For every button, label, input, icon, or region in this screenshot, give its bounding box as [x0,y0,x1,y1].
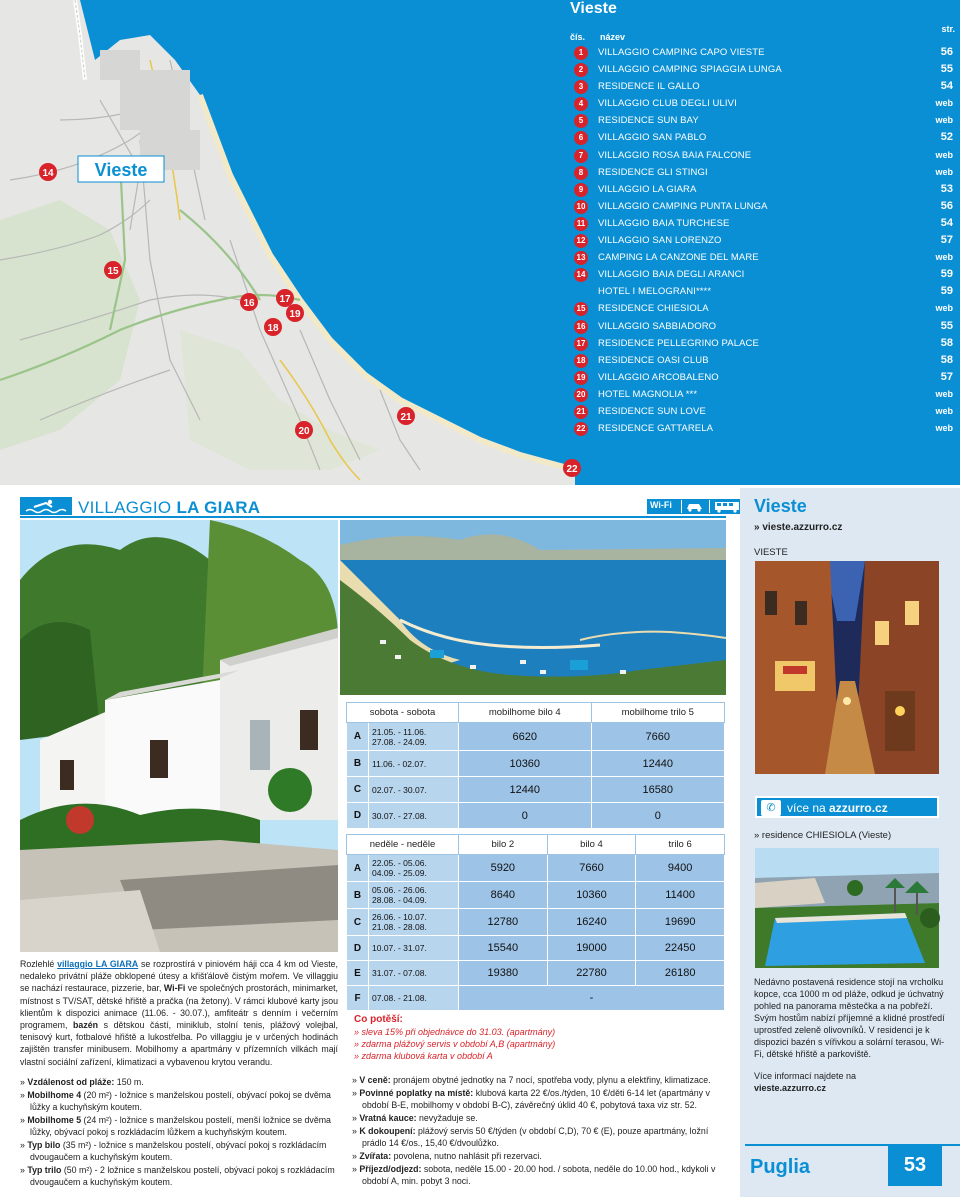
dates-cell [369,803,459,829]
more-info-button[interactable]: ✆ více na azzurro.cz [755,796,939,818]
list-item-name: HOTEL MAGNOLIA *** [598,388,698,400]
list-item-name: RESIDENCE OASI CLUB [598,354,709,366]
accommodation-list [565,0,960,485]
season-cell: B [347,882,369,909]
list-item-page: 56 [940,199,953,212]
list-item-number: 3 [574,80,588,94]
list-item-number: 8 [574,166,588,180]
special-offers-title: Co potěší: [354,1014,403,1025]
list-item-number: 2 [574,63,588,77]
list-item-name: RESIDENCE GATTARELA [598,423,714,435]
map-marker-16: 16 [243,298,255,309]
list-item [570,283,955,300]
table-header-cell: bilo 4 [547,835,636,855]
bus-icon [709,500,739,513]
terms-item: » V ceně: pronájem obytné jednotky na 7 nocí, spotřeba vody, plynu a elektřiny, klimatizace. [352,1075,711,1085]
dates-cell [369,723,459,751]
list-item [570,215,955,232]
list-item-name: VILLAGGIO SAN PABLO [598,132,707,144]
list-item-name: RESIDENCE SUN LOVE [598,405,706,417]
swim-icon [20,497,72,515]
price-table-2-header [347,835,725,855]
dates-cell [369,882,459,909]
price-table-1-header [347,703,725,723]
season-cell: C [347,777,369,803]
price-cell: 16580 [591,777,724,803]
list-item-page: 57 [940,234,953,247]
dates-cell [369,961,459,986]
amenity-badges [647,499,744,514]
price-cell: 0 [591,803,724,829]
date-range: 30.07. - 27.08. [372,810,427,821]
list-item [570,78,955,95]
price-cell: 10360 [459,751,592,777]
feature-item: » Mobilhome 5 (24 m²) - ložnice s manželskou postelí, menší ložnice se dvěma lůžky, obývací pokoj s rozkládacím lůžkem a kuchyňským koutem. [20,1115,331,1137]
date-range: 22.05. - 05.06. [372,858,427,868]
table-row [347,986,725,1011]
list-item-name: RESIDENCE CHIESIOLA [598,303,709,315]
section-header [20,496,726,518]
list-title: Vieste [570,0,617,17]
sidebar-title: Vieste [754,496,807,516]
date-range: 31.07. - 07.08. [372,968,427,978]
date-range: 07.08. - 21.08. [372,993,427,1003]
table-row [347,936,725,961]
list-item-number: 13 [574,251,588,265]
terms-item: » K dokoupení: plážový servis 50 €/týden (v období C,D), 70 € (E), pouze apartmány, ložní prádlo 14 €/os., 15,40 €/dvoulůžko. [352,1126,709,1148]
sidebar-region: VIESTE [754,547,788,558]
list-item-name: VILLAGGIO CAMPING PUNTA LUNGA [598,200,768,212]
list-item-number: 7 [574,149,588,163]
feature-item: » Vzdálenost od pláže: 150 m. [20,1077,144,1087]
list-rows [570,44,955,437]
col-number-header: čís. [570,32,586,42]
price-table-sunday [346,834,725,1011]
season-cell: C [347,909,369,936]
list-item-number: 6 [574,131,588,145]
map-marker-15: 15 [107,266,119,277]
list-item-number: 9 [574,183,588,197]
date-range: 02.07. - 30.07. [372,784,427,795]
list-item-number: 15 [574,302,588,316]
residence-reference: » residence CHIESIOLA (Vieste) [754,830,892,841]
dates-cell [369,986,459,1011]
offer-item: » zdarma plážový servis v období A,B (apartmány) [354,1039,556,1049]
table-header-cell: trilo 6 [636,835,725,855]
list-item [570,420,955,437]
features-list [20,1076,340,1189]
map-marker-21: 21 [400,412,412,423]
list-item-name: VILLAGGIO LA GIARA [598,183,697,195]
list-item [570,403,955,420]
list-item-number: 12 [574,234,588,248]
date-range: 10.07. - 31.07. [372,943,427,953]
feature-item: » Typ trilo (50 m²) - 2 ložnice s manželskou postelí, obývací pokoj s rozkládacím dvougaučem a kuchyňským koutem. [20,1165,335,1187]
price-cell: 7660 [591,723,724,751]
list-item-page: 56 [940,46,953,58]
list-item-page: web [935,423,953,434]
list-item-page: 57 [940,370,953,383]
date-range: 21.05. - 11.06. [372,726,427,737]
terms-list [352,1074,724,1188]
table-header-cell: bilo 2 [459,835,548,855]
list-header [570,24,955,42]
list-item-page: web [935,115,953,126]
list-item-name: VILLAGGIO SABBIADORO [598,320,717,332]
list-item-page: 55 [940,319,953,332]
list-item-page: 58 [940,336,953,349]
offer-item: » zdarma klubová karta v období A [354,1051,493,1061]
list-item-number: 14 [574,268,588,282]
list-item [570,95,955,112]
sidebar [740,488,960,1197]
list-item [570,129,955,146]
price-cell: 12440 [459,777,592,803]
feature-item: » Typ bilo (35 m²) - ložnice s manželskou postelí, obývací pokoj s rozkládacím dvougaučem a kuchyňským koutem. [20,1140,327,1162]
footer-region: Puglia [750,1156,811,1178]
list-item [570,198,955,215]
villaggio-link[interactable]: villaggio LA GIARA [57,959,139,969]
list-item-name: VILLAGGIO BAIA DEGLI ARANCI [598,269,745,281]
section-title: VILLAGGIO LA GIARA [78,498,261,517]
terms-item: » Zvířata: povolena, nutno nahlásit při rezervaci. [352,1151,542,1161]
list-item [570,352,955,369]
price-cell: 9400 [636,855,725,882]
list-item-number: 18 [574,354,588,368]
list-item-name: RESIDENCE SUN BAY [598,115,699,127]
price-cell: 6620 [459,723,592,751]
table-row [347,882,725,909]
list-item-number: 17 [574,337,588,351]
price-cell: 12440 [591,751,724,777]
list-item [570,112,955,129]
old-town-street-photo [755,561,939,774]
list-item-name: VILLAGGIO ARCOBALENO [598,371,719,383]
date-range: 21.08. - 28.08. [372,922,427,932]
list-item-name: VILLAGGIO CAMPING CAPO VIESTE [598,47,765,58]
price-cell: 22450 [636,936,725,961]
map-town-label: Vieste [94,160,148,180]
page-footer [745,1144,960,1188]
price-cell: 0 [459,803,592,829]
date-range: 27.08. - 24.09. [372,736,427,747]
list-item-name: CAMPING LA CANZONE DEL MARE [598,252,759,264]
table-row [347,777,725,803]
list-item [570,164,955,181]
list-item-page: web [935,405,953,416]
table-row [347,855,725,882]
villaggio-photo [20,520,338,952]
price-cell: 12780 [459,909,548,936]
price-cell: 19690 [636,909,725,936]
season-cell: D [347,936,369,961]
list-item-page: web [935,388,953,399]
feature-item: » Mobilhome 4 (20 m²) - ložnice s manželskou postelí, obývací pokoj se dvěma lůžky a kuchyňským koutem. [20,1090,331,1112]
list-item [570,318,955,335]
list-item-page: 59 [940,285,953,298]
phone-icon: ✆ [761,800,781,816]
list-item-number: 4 [574,97,588,111]
list-item-name: VILLAGGIO CLUB DEGLI ULIVI [598,98,737,110]
list-item-name: RESIDENCE PELLEGRINO PALACE [598,337,759,349]
list-item-page: 54 [940,80,953,93]
list-item-number: 1 [574,46,588,60]
list-item-name: RESIDENCE GLI STINGI [598,166,708,178]
dates-cell [369,936,459,961]
dates-cell [369,777,459,803]
price-cell: 7660 [547,855,636,882]
dates-cell [369,751,459,777]
list-item-number: 5 [574,114,588,128]
more-info-link[interactable]: vieste.azzurro.cz [754,1083,827,1093]
price-cell: 5920 [459,855,548,882]
list-item [570,61,955,78]
table-row [347,751,725,777]
price-cell: 22780 [547,961,636,986]
list-item-page: web [935,98,953,109]
sidebar-web-link[interactable]: » vieste.azzurro.cz [754,522,843,533]
price-cell: 15540 [459,936,548,961]
list-item [570,181,955,198]
list-item-name: VILLAGGIO BAIA TURCHESE [598,217,730,229]
terms-item: » Vratná kauce: nevyžaduje se. [352,1113,478,1123]
map-marker-19: 19 [289,309,301,320]
map-marker-18: 18 [267,323,279,334]
list-item-number: 20 [574,388,588,402]
list-item-name: VILLAGGIO ROSA BAIA FALCONE [598,149,752,161]
residence-pool-photo [755,848,939,968]
map-marker-14: 14 [42,168,54,179]
price-cell: 11400 [636,882,725,909]
price-cell: 19380 [459,961,548,986]
terms-item: » Povinné poplatky na místě: klubová karta 22 €/os./týden, 10 €/děti 6-14 let (apartmány v období B-E, mobilhomy v období B-C), závěrečný úklid 40 €, pobytová taxa viz str. 52. [352,1088,710,1110]
season-cell: F [347,986,369,1011]
dates-cell [369,855,459,882]
price-cell: 16240 [547,909,636,936]
price-cell: 10360 [547,882,636,909]
list-item-page: 52 [940,131,953,144]
list-item-page: web [935,303,953,314]
map-marker-20: 20 [298,426,310,437]
list-item-name: VILLAGGIO CAMPING SPIAGGIA LUNGA [598,64,782,76]
date-range: 11.06. - 02.07. [372,758,427,769]
season-cell: A [347,855,369,882]
price-cell: - [459,986,725,1011]
page-number: 53 [888,1144,942,1186]
table-header-cell: neděle - neděle [347,835,459,855]
map-marker-17: 17 [279,294,291,305]
table-header-cell: mobilhome trilo 5 [591,703,724,723]
season-cell: D [347,803,369,829]
list-item-page: 55 [940,63,953,76]
date-range: 04.09. - 25.09. [372,868,427,878]
date-range: 05.06. - 26.06. [372,885,427,895]
map-banner [0,0,960,485]
list-item-page: 54 [940,216,953,229]
table-row [347,803,725,829]
list-item-number: 16 [574,320,588,334]
season-cell: E [347,961,369,986]
section-icon [20,497,72,515]
offer-item: » sleva 15% při objednávce do 31.03. (apartmány) [354,1027,556,1037]
table-row [347,961,725,986]
list-item-page: web [935,252,953,263]
list-item-name: RESIDENCE IL GALLO [598,81,700,93]
list-item [570,249,955,266]
list-item [570,44,955,61]
date-range: 28.08. - 04.09. [372,895,427,905]
season-cell: B [347,751,369,777]
list-item-number: 19 [574,371,588,385]
list-item-name: VILLAGGIO SAN LORENZO [598,235,722,247]
price-cell: 19000 [547,936,636,961]
terms-item: » Příjezd/odjezd: sobota, neděle 15.00 - 20.00 hod. / sobota, neděle do 10.00 hod., kdykoli v období A, min. pobyt 3 noci. [352,1164,716,1186]
list-item [570,386,955,403]
map-marker-22: 22 [566,464,578,475]
price-cell: 8640 [459,882,548,909]
date-range: 26.06. - 10.07. [372,912,427,922]
price-table-saturday [346,702,725,829]
list-item-name: HOTEL I MELOGRANI**** [598,286,712,298]
list-item-number: 21 [574,405,588,419]
table-header-cell: sobota - sobota [347,703,459,723]
list-item-number: 10 [574,200,588,214]
special-offers [354,1014,555,1062]
list-item-page: web [935,149,953,160]
col-page-header: str. [941,24,955,34]
more-info-text: Více informací najdete na vieste.azzurro.cz [754,1071,857,1093]
wifi-badge: Wi-Fi [650,500,672,510]
list-item-number: 22 [574,422,588,436]
table-row [347,723,725,751]
table-header-cell: mobilhome bilo 4 [459,703,592,723]
list-item [570,300,955,317]
list-item [570,266,955,283]
col-name-header: název [600,32,626,42]
list-item [570,335,955,352]
list-item-page: web [935,166,953,177]
dates-cell [369,909,459,936]
season-cell: A [347,723,369,751]
description: Rozlehlé villaggio LA GIARA se rozprostírá v piniovém háji cca 4 km od Vieste, nedaleko privátní pláže obklopené útesy a křišťálově čistým mořem. Ve villaggiu se nachází restaurace, pizzerie, bar, Wi-Fi ve společných prostorách, minimarket, místnost s TV/SAT, dětské hřiště a pračka (na žetony). V rámci klubové karty jsou klientům k dispozici animace (11.06. - 30.07.), amfiteátr s denním i večerním programem, bazén s dětskou částí, miniklub, stolní tenis, plážový volejbal, tenisový kurt, fotbalové hřiště a lukostřelba. Po villaggiu je v určených hodinách zajištěn transfer minibusem. Mobilhomy a apartmány v přízemních vilkách mají vlastní sociální zařízení, klimatizaci a vybavenou krytou verandu. [20,959,338,1067]
price-cell: 26180 [636,961,725,986]
aerial-beach-photo [340,520,726,695]
list-item-page: 53 [940,182,953,195]
car-icon [681,500,702,513]
list-item-page: 59 [940,268,953,281]
list-item [570,147,955,164]
table-row [347,909,725,936]
list-item [570,369,955,386]
list-item [570,232,955,249]
list-item-page: 58 [940,353,953,366]
list-item-number: 11 [574,217,588,231]
residence-description: Nedávno postavená residence stojí na vrcholku kopce, cca 1000 m od pláže, odkud je úchvatný pohled na panorama městečka a na pobřeží. Svým hostům nabízí příjemné a klidné prostředí uprostřed zeleně olivovníků. V residenci je k dispozici bazén s vířivkou a solární terasou, Wi-Fi, dětské hřiště a parkoviště. [754,977,945,1059]
